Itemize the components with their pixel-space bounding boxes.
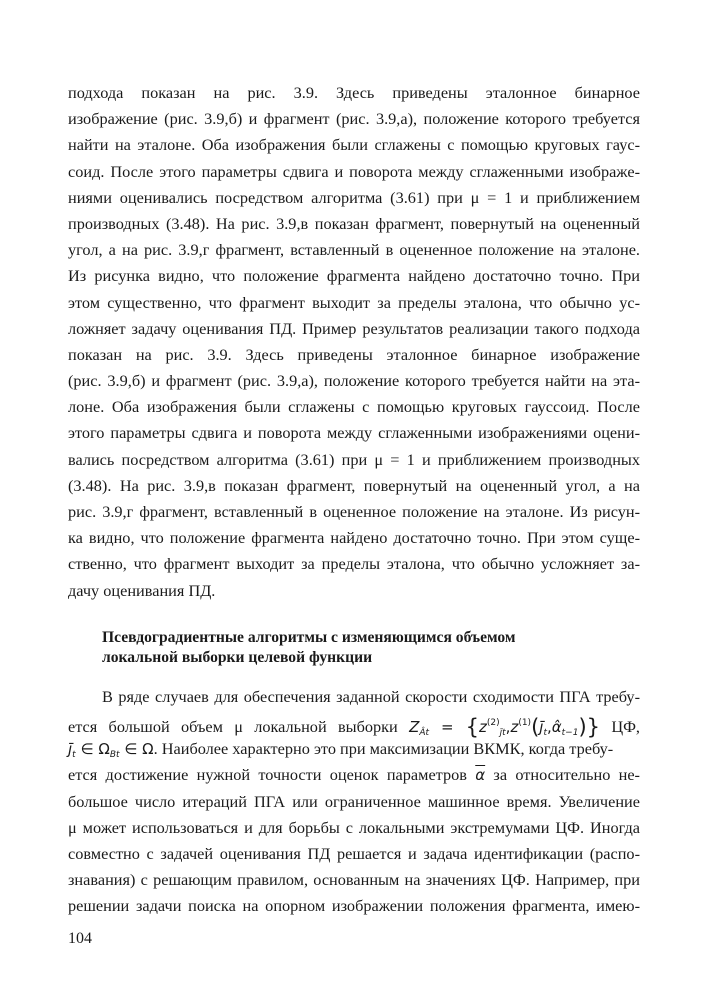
text-line: μ может использоваться и для борьбы с локальными экстремумами ЦФ. Иногда [68,817,640,837]
text-line: вались посредством алгоритма (3.61) при μ = 1 и приближением производных [68,449,640,469]
text-line: найти на эталоне. Оба изображения были сглажены с помощью круговых гаус- [68,135,640,155]
text-line: подхода показан на рис. 3.9. Здесь приведены эталонное бинарное [68,83,640,102]
text-line: (3.48). На рис. 3.9,в показан фрагмент, повернутый на оцененный угол, а на [68,475,640,495]
text-line: Из рисунка видно, что положение фрагмента найдено достаточно точно. При [68,266,640,286]
text-line: ственно, что фрагмент выходит за пределы эталона, что обычно усложняет за- [68,554,640,574]
text-fragment: ется достижение нужной точности оценок параметров [68,765,467,785]
text-line: соид. После этого параметры сдвига и поворота между сглаженными изображе- [68,161,640,181]
text-line: угол, а на рис. 3.9,г фрагмент, вставленный в оцененное положение на эталоне. [68,240,640,260]
sample-formula: $Z_{Ât}$ = $\{z^{(2)}_{j̄t},z^{(1)}(j̄_t,\alphâ_{t-1})\}$ [409,714,601,739]
text-line-with-formula [68,736,640,762]
text-line: решении задачи поиска на опорном изображении положения фрагмента, имею- [68,896,640,916]
text-fragment: ется большой объем μ локальной выборки [68,716,398,736]
heading-line: Псевдоградиентные алгоритмы с изменяющимся объемом [102,628,516,646]
paragraph-2 [68,684,640,920]
text-line: знавания) с решающим правилом, основанным на значениях ЦФ. Например, при [68,870,640,890]
text-line: дачу оценивания ПД. [68,580,216,600]
text-line: показан на рис. 3.9. Здесь приведены эталонное бинарное изображение [68,344,640,364]
text-line: ниями оценивались посредством алгоритма (3.61) при μ = 1 и приближением [68,187,640,207]
text-line: этом существенно, что фрагмент выходит за пределы эталона, что обычно ус- [68,292,640,312]
text-line: ка видно, что положение фрагмента найдено достаточно точно. При этом суще- [68,528,640,548]
text-fragment: за относительно не- [493,765,640,785]
page-number: 104 [68,930,92,947]
text-line: (рис. 3.9,б) и фрагмент (рис. 3.9,а), положение которого требуется найти на эта- [68,371,640,391]
text-line-with-formula [68,762,640,788]
text-line: В ряде случаев для обеспечения заданной скорости сходимости ПГА требу- [102,686,640,706]
heading-line: локальной выборки целевой функции [102,648,373,666]
text-line: большое число итераций ПГА или ограниченное машинное время. Увеличение [68,791,640,811]
text-fragment: . Наиболее характерно это при максимизации ВКМК, когда требу- [153,739,614,759]
text-fragment: ЦФ, [611,716,641,736]
text-line: совместно с задачей оценивания ПД решается и задача идентификации (распо- [68,843,640,863]
text-line: рис. 3.9,г фрагмент, вставленный в оцененное положение на эталоне. Из рисун- [68,502,640,521]
text-line: лоне. Оба изображения были сглажены с помощью круговых гауссоид. После [68,397,640,417]
domain-formula: $j̄_t$ ∈ $\Omega_{Bt}$ ∈ Ω [68,740,154,761]
text-line: производных (3.48). На рис. 3.9,в показан фрагмент, повернутый на оцененный [68,213,640,233]
section-heading [68,628,640,668]
page-body [68,80,640,919]
paragraph-1 [68,80,640,604]
text-line: изображение (рис. 3.9,б) и фрагмент (рис. 3.9,а), положение которого требуется [68,109,640,129]
text-line: этого параметры сдвига и поворота между сглаженными изображениями оцени- [68,423,640,443]
text-line-with-formula [68,710,641,739]
text-line: ложняет задачу оценивания ПД. Пример результатов реализации такого подхода [68,318,640,338]
alpha-vector-symbol: $\overline{\alpha}$ [475,766,486,785]
